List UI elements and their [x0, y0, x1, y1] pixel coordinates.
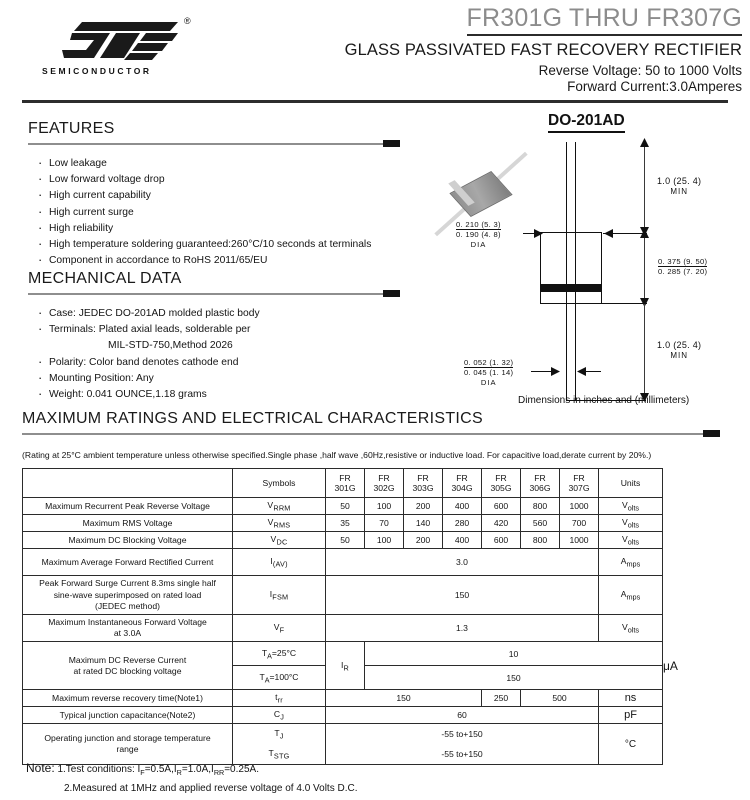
table-header-row [23, 469, 663, 498]
mechanical-list [36, 306, 408, 403]
list-item: · Terminals: Plated axial leads, solderable per [36, 322, 408, 338]
header-part-fr302g: FR 302G [365, 469, 404, 498]
body-top-edge [540, 232, 602, 233]
row-symbol: $I_{(AV)}$ [233, 549, 326, 576]
dim-bottom-lead-length: 1.0 (25. 4) MIN [657, 340, 702, 360]
list-item: · Case: JEDEC DO-201AD molded plastic body [36, 306, 408, 322]
dim-top-lead-length: 1.0 (25. 4) MIN [657, 176, 702, 196]
cell-value: 50 [326, 532, 365, 549]
row-symbol: $t_{rr}$ [233, 690, 326, 707]
specifications-table [22, 468, 678, 765]
cell-value: 100 [365, 498, 404, 515]
cell-value: 35 [326, 515, 365, 532]
ratings-section [22, 410, 728, 765]
list-item: · Low forward voltage drop [36, 172, 408, 188]
cell-value: 200 [404, 498, 443, 515]
features-list [36, 156, 408, 269]
cell-units: ns [599, 690, 663, 707]
header-part-fr306g: FR 306G [521, 469, 560, 498]
table-row-iav [23, 549, 663, 576]
cell-value: 400 [443, 532, 482, 549]
cell-value: 50 [326, 498, 365, 515]
dim-line-top-length [644, 142, 645, 234]
cell-value-span: 1.3 [326, 615, 599, 642]
registered-trademark-icon: ® [184, 16, 191, 26]
cell-value: 280 [443, 515, 482, 532]
dim-leader-body-dia-right [612, 233, 628, 234]
package-drawing [420, 112, 750, 412]
condition-ta-100c: $T_A=100^\circ C$ [233, 666, 326, 690]
row-symbol: $V_{RRM}$ [233, 498, 326, 515]
cell-value-span: 150 [365, 666, 663, 690]
table-row-vrms [23, 515, 663, 532]
body-bottom-edge [540, 303, 603, 304]
cell-value-span: 500 [521, 690, 599, 707]
ratings-conditions: (Rating at 25°C ambient temperature unless otherwise specified.Single phase ,half wave ,60Hz,resistive or inductive load. For capacitive load,derate current by 20%.) [22, 450, 652, 460]
note-2: 2.Measured at 1MHz and applied reverse voltage of 4.0 Volts D.C. [64, 783, 358, 794]
list-item: · High current surge [36, 205, 408, 221]
header-part-fr301g: FR 301G [326, 469, 365, 498]
list-item: · High reliability [36, 221, 408, 237]
dim-leader-lead-dia [531, 371, 553, 372]
cell-units: $V_{olts}$ [599, 498, 663, 515]
ratings-heading: MAXIMUM RATINGS AND ELECTRICAL CHARACTERISTICS [22, 410, 483, 427]
cell-value: 400 [443, 498, 482, 515]
table-row-cj [23, 707, 663, 724]
cell-value: 200 [404, 532, 443, 549]
table-row-ir-25c: Maximum DC Reverse Current at rated DC blocking voltage $T_A=25^\circ C$ $I_R$ 10 μA [23, 642, 663, 666]
cell-value-span: 150 [326, 576, 599, 615]
mechanical-data-section [28, 270, 408, 419]
lead-line-right [575, 142, 576, 400]
list-item: · Polarity: Color band denotes cathode end [36, 355, 408, 371]
row-label: Maximum DC Blocking Voltage [23, 532, 233, 549]
cell-value: 700 [560, 515, 599, 532]
list-item-continuation: MIL-STD-750,Method 2026 [108, 340, 233, 352]
cell-value-span: 3.0 [326, 549, 599, 576]
row-symbol: $V_F$ [233, 615, 326, 642]
dim-line-bottom-length [644, 304, 645, 400]
row-label: Maximum DC Reverse Current at rated DC blocking voltage [23, 642, 233, 690]
table-row-ifsm [23, 576, 663, 615]
header-part-fr307g: FR 307G [560, 469, 599, 498]
features-heading: FEATURES [28, 120, 115, 137]
package-dimension-note: Dimensions in inches and (millimeters) [518, 395, 690, 406]
cell-value: 800 [521, 498, 560, 515]
header-divider [22, 100, 728, 103]
arrow-up-icon [639, 229, 650, 239]
lead-line-left [566, 142, 567, 400]
page-title: FR301G THRU FR307G [467, 6, 742, 36]
row-label: Maximum RMS Voltage [23, 515, 233, 532]
footnotes [26, 760, 358, 797]
cell-units: $V_{olts}$ [599, 615, 663, 642]
arrow-right-icon [534, 229, 543, 238]
dim-line-body-length [644, 233, 645, 304]
row-label: Peak Forward Surge Current 8.3ms single half sine-wave superimposed on rated load (JEDEC method) [23, 576, 233, 615]
condition-ta-25c: $T_A=25^\circ C$ [233, 642, 326, 666]
list-item: · Mounting Position: Any [36, 371, 408, 387]
cell-value: 800 [521, 532, 560, 549]
package-title: DO-201AD [548, 112, 625, 133]
row-symbol-tstg: $T_{STG}$ [233, 744, 326, 765]
arrow-up-icon [639, 138, 650, 148]
list-item: · Low leakage [36, 156, 408, 172]
cathode-band [541, 284, 602, 292]
dim-body-diameter: 0. 210 (5. 3) 0. 190 (4. 8) DIA [456, 220, 501, 249]
features-rule [28, 139, 408, 149]
arrow-right-icon [551, 367, 560, 376]
header-blank-cell [23, 469, 233, 498]
row-symbol: $I_{FSM}$ [233, 576, 326, 615]
row-label: Maximum Average Forward Rectified Current [23, 549, 233, 576]
cell-value: 70 [365, 515, 404, 532]
cell-units: pF [599, 707, 663, 724]
dim-body-length: 0. 375 (9. 50) 0. 285 (7. 20) [658, 257, 708, 276]
cell-value-span: -55 to+150 [326, 744, 599, 765]
cell-value: 420 [482, 515, 521, 532]
cell-value: 560 [521, 515, 560, 532]
row-label: Maximum Recurrent Peak Reverse Voltage [23, 498, 233, 515]
row-label: Operating junction and storage temperature range [23, 724, 233, 765]
row-label: Typical junction capacitance(Note2) [23, 707, 233, 724]
header-part-fr305g: FR 305G [482, 469, 521, 498]
cell-value-span: 10 [365, 642, 663, 666]
mechanical-rule [28, 289, 408, 299]
brand-name: SEMICONDUCTOR [42, 66, 152, 76]
forward-current-spec: Forward Current:3.0Amperes [567, 79, 742, 94]
page-header [0, 0, 750, 96]
header-part-fr304g: FR 304G [443, 469, 482, 498]
row-label: Maximum reverse recovery time(Note1) [23, 690, 233, 707]
cell-value-span: 150 [326, 690, 482, 707]
row-symbol: $C_J$ [233, 707, 326, 724]
row-symbol: $V_{DC}$ [233, 532, 326, 549]
cell-units: $A_{mps}$ [599, 549, 663, 576]
body-right-edge [601, 232, 602, 304]
header-part-fr303g: FR 303G [404, 469, 443, 498]
cell-value: 1000 [560, 498, 599, 515]
reverse-voltage-spec: Reverse Voltage: 50 to 1000 Volts [538, 63, 742, 78]
table-row-tj [23, 724, 663, 745]
row-symbol-tj: $T_J$ [233, 724, 326, 745]
table-row-vf [23, 615, 663, 642]
row-symbol: $I_R$ [326, 642, 365, 690]
row-symbol: $V_{RMS}$ [233, 515, 326, 532]
cell-value-span: 60 [326, 707, 599, 724]
cell-value: 600 [482, 498, 521, 515]
jf-logo-icon [60, 20, 180, 60]
dim-lead-diameter: 0. 052 (1. 32) 0. 045 (1. 14) DIA [464, 358, 514, 387]
cell-value: 140 [404, 515, 443, 532]
list-item: · High temperature soldering guaranteed:260°C/10 seconds at terminals [36, 237, 408, 253]
cell-units: $V_{olts}$ [599, 532, 663, 549]
product-subtitle: GLASS PASSIVATED FAST RECOVERY RECTIFIER [344, 41, 742, 59]
dim-ext-line-b [603, 303, 647, 304]
row-label: Maximum Instantaneous Forward Voltage at 3.0A [23, 615, 233, 642]
list-item: · High current capability [36, 188, 408, 204]
company-logo [42, 16, 212, 88]
header-symbols: Symbols [233, 469, 326, 498]
list-item: · Component in accordance to RoHS 2011/65/EU [36, 253, 408, 269]
dim-leader-lead-dia-right [585, 371, 601, 372]
note-1: Note: 1.Test conditions: $I_F=0.5A,I_R=1.0A,I_{RR}=0.25A$. [26, 761, 259, 777]
cell-value: 100 [365, 532, 404, 549]
features-section [28, 120, 408, 285]
title-block [222, 6, 742, 94]
cell-units: $A_{mps}$ [599, 576, 663, 615]
ratings-rule [22, 429, 728, 439]
cell-value: 600 [482, 532, 521, 549]
header-units: Units [599, 469, 663, 498]
cell-units: °C [599, 724, 663, 765]
list-item: · Weight: 0.041 OUNCE,1.18 grams [36, 387, 408, 403]
cell-units: $V_{olts}$ [599, 515, 663, 532]
cell-value: 250 [482, 690, 521, 707]
body-left-edge [540, 232, 541, 304]
mechanical-heading: MECHANICAL DATA [28, 270, 182, 287]
cell-value-span: -55 to+150 [326, 724, 599, 745]
table-row-vrrm [23, 498, 663, 515]
cell-value: 1000 [560, 532, 599, 549]
table-row-vdc [23, 532, 663, 549]
table-row-trr [23, 690, 663, 707]
